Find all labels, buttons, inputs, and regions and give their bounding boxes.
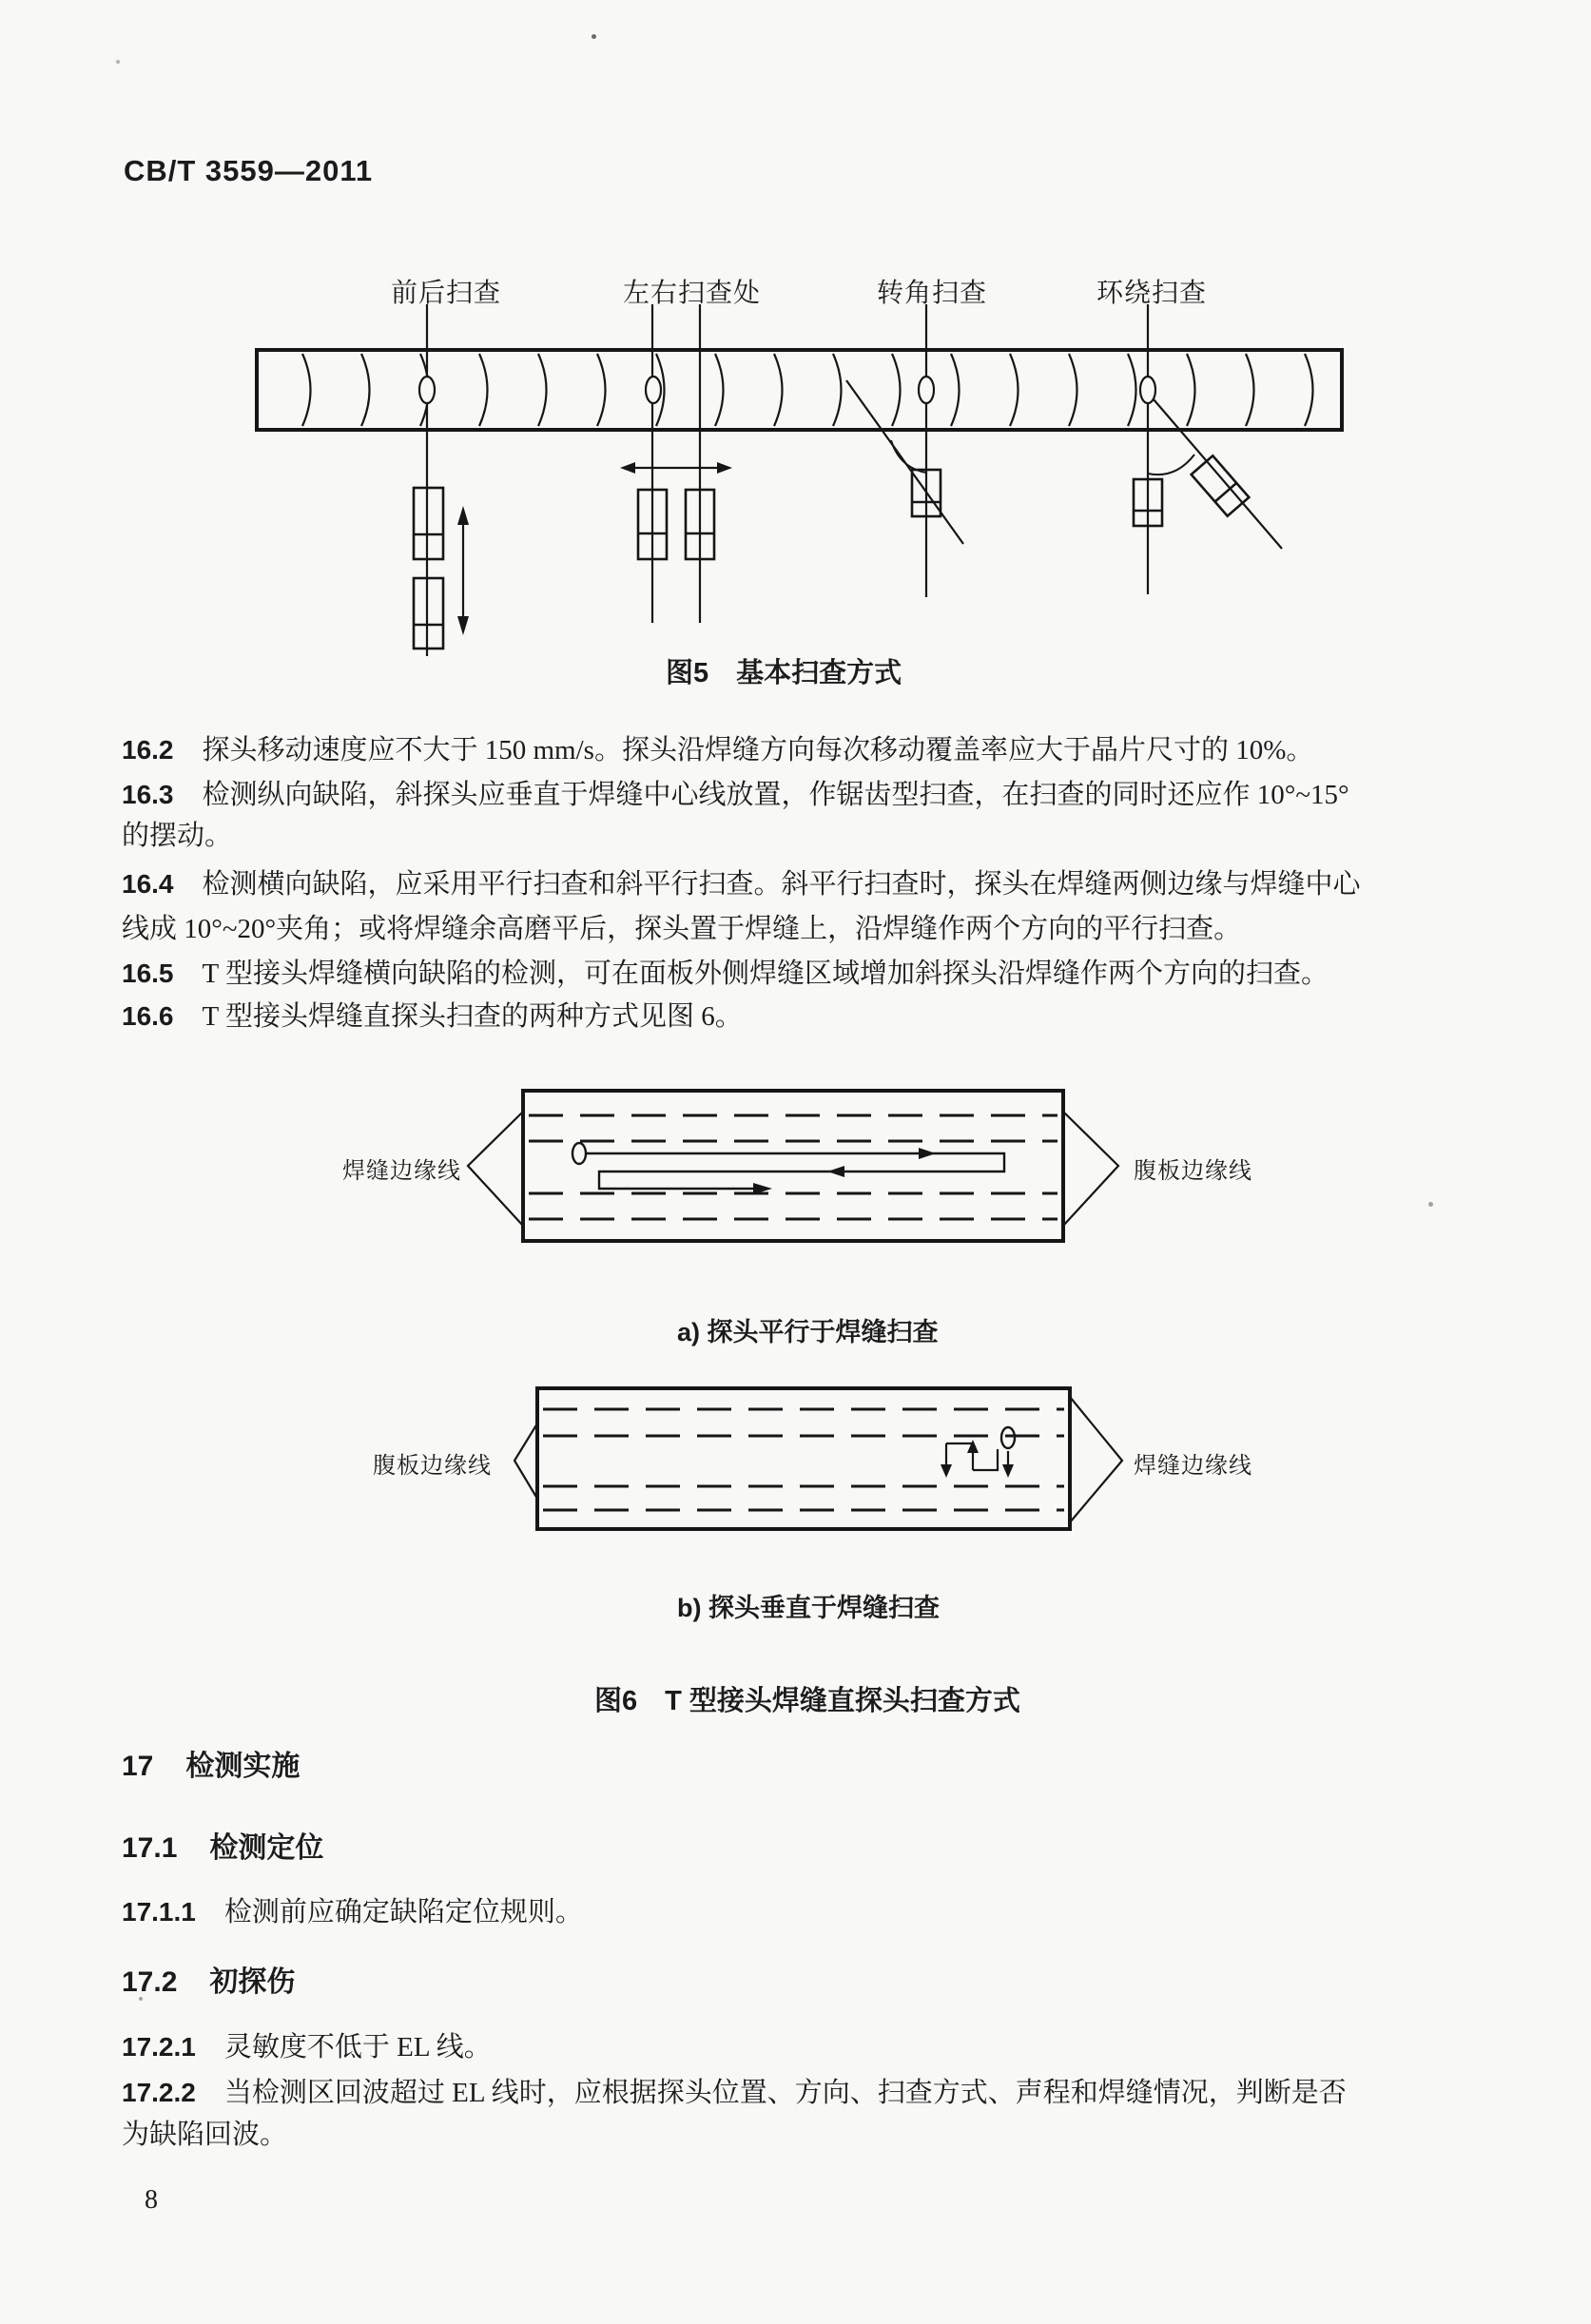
clause-number: 16.2 [122,735,174,765]
scan-speck [1428,1202,1433,1207]
figure5-label-corner: 转角扫查 [877,279,988,308]
figure5-diagram [257,304,1342,656]
figure6b-right-label: 焊缝边缘线 [1134,1454,1252,1479]
clause-text: 检测横向缺陷，应采用平行扫查和斜平行扫查。斜平行扫查时，探头在焊缝两侧边缘与焊缝中心 [202,869,1361,900]
scan-speck [116,60,120,64]
clause-text: 检测纵向缺陷，斜探头应垂直于焊缝中心线放置，作锯齿型扫查，在扫查的同时还应作 10°~15° [202,780,1349,810]
clause-number: 16.5 [122,959,174,988]
clause-text: T 型接头焊缝直探头扫查的两种方式见图 6。 [202,1001,743,1032]
page-number: 8 [145,2185,158,2215]
scan-speck [592,34,596,39]
clause-text: 当检测区回波超过 EL 线时，应根据探头位置、方向、扫查方式、声程和焊缝情况，判断是否 [223,2078,1347,2108]
figure6a-left-label: 焊缝边缘线 [342,1159,461,1184]
heading-title: 检测定位 [209,1832,324,1864]
figure6a-right-label: 腹板边缘线 [1134,1159,1252,1184]
doc-number: CB/T 3559—2011 [124,154,374,187]
heading-17-1 [122,1824,323,1866]
clause-17-2-1 [122,2025,492,2064]
clause-16-5 [122,952,1329,991]
clause-number: 17.1.1 [122,1897,196,1927]
clause-text: 探头移动速度应不大于 150 mm/s。探头沿焊缝方向每次移动覆盖率应大于晶片尺寸的 10%。 [202,735,1314,765]
heading-17 [122,1742,300,1784]
figure6a-diagram [468,1091,1118,1241]
clause-text: T 型接头焊缝横向缺陷的检测，可在面板外侧焊缝区域增加斜探头沿焊缝作两个方向的扫查。 [202,959,1329,989]
clause-16-6 [122,995,743,1034]
clause-17-2-2-cont: 为缺陷回波。 [122,2120,288,2150]
clause-16-4 [122,862,1361,901]
heading-number: 17.2 [122,1966,178,1998]
figure6b-diagram [514,1388,1122,1529]
clause-number: 16.3 [122,780,174,809]
clause-text: 灵敏度不低于 EL 线。 [223,2032,492,2063]
heading-17-2 [122,1958,295,2000]
clause-number: 17.2.2 [122,2078,196,2107]
clause-number: 16.4 [122,869,174,899]
figure5-label-front-back: 前后扫查 [391,279,502,308]
clause-number: 16.6 [122,1001,174,1031]
clause-number: 17.2.1 [122,2032,196,2062]
clause-text: 检测前应确定缺陷定位规则。 [223,1897,583,1927]
clause-16-2 [122,728,1313,767]
heading-number: 17 [122,1751,154,1782]
clause-17-1-1 [122,1890,583,1929]
figure5-label-left-right: 左右扫查处 [623,279,762,308]
figure6b-left-label: 腹板边缘线 [373,1454,492,1479]
figure6a-caption: a) 探头平行于焊缝扫查 [677,1318,939,1346]
heading-title: 检测实施 [185,1751,301,1782]
clause-16-3 [122,773,1349,812]
figure6b-caption: b) 探头垂直于焊缝扫查 [677,1594,940,1622]
clause-16-4-cont: 线成 10°~20°夹角；或将焊缝余高磨平后，探头置于焊缝上，沿焊缝作两个方向的平行扫查。 [122,914,1242,944]
figure5-label-orbit: 环绕扫查 [1096,279,1208,308]
heading-number: 17.1 [122,1832,178,1864]
figure6-caption: 图6 T 型接头焊缝直探头扫查方式 [594,1686,1020,1716]
figure5-caption: 图5 基本扫查方式 [666,658,902,688]
heading-title: 初探伤 [209,1966,296,1998]
clause-17-2-2 [122,2071,1347,2110]
clause-16-3-cont: 的摆动。 [122,821,233,851]
